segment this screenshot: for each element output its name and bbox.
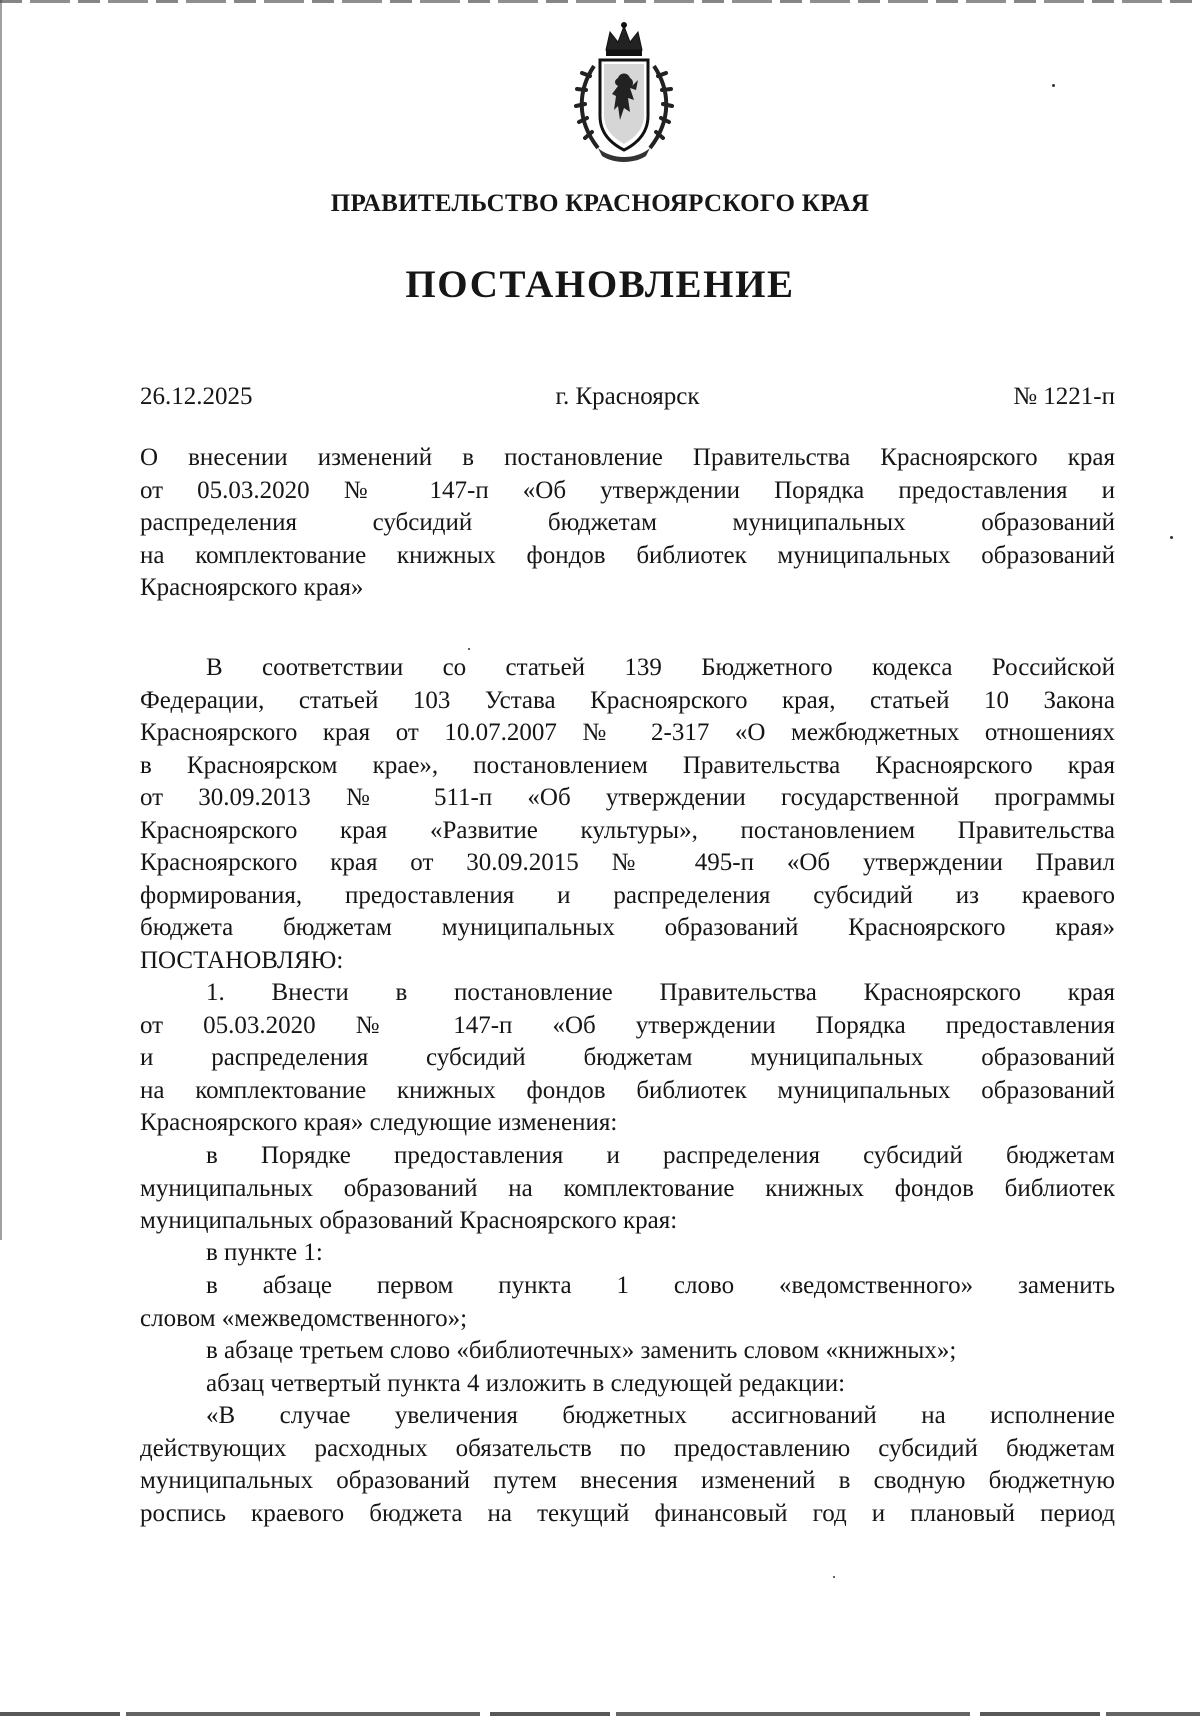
scan-edge-left bbox=[0, 0, 2, 1240]
item-1-paragraph bbox=[140, 977, 1115, 1140]
scan-speck bbox=[833, 1576, 835, 1578]
paragraph-third-change bbox=[140, 1335, 1115, 1368]
order-line: в Порядке предоставления и распределения субсидий бюджетам bbox=[206, 1142, 1115, 1169]
order-line: муниципальных образований Красноярского края: bbox=[140, 1207, 678, 1234]
item-1-line: и распределения субсидий бюджетам муниципальных образований bbox=[140, 1044, 1115, 1071]
preamble-line: Красноярского края от 10.07.2007 № 2-317 «О межбюджетных отношениях bbox=[140, 719, 1115, 746]
quote-line: муниципальных образований путем внесения изменений в сводную бюджетную bbox=[140, 1467, 1115, 1494]
scan-edge-bottom bbox=[0, 1712, 1200, 1716]
item-1-line: от 05.03.2020 № 147-п «Об утверждении Порядка предоставления bbox=[140, 1011, 1115, 1039]
preamble-line: Федерации, статьей 103 Устава Красноярского края, статьей 10 Закона bbox=[140, 686, 1115, 714]
quote-line: «В случае увеличения бюджетных ассигнований на исполнение bbox=[206, 1402, 1115, 1429]
document-date: 26.12.2025 bbox=[140, 383, 253, 410]
quote-line: роспись краевого бюджета на текущий финансовый год и плановый период bbox=[140, 1499, 1115, 1527]
document-title bbox=[140, 442, 1115, 605]
order-line: муниципальных образований на комплектование книжных фондов библиотек bbox=[140, 1174, 1115, 1202]
preamble-line: от 30.09.2013 № 511-п «Об утверждении государственной программы bbox=[140, 784, 1115, 811]
quote-line: действующих расходных обязательств по предоставлению субсидий бюджетам bbox=[140, 1434, 1115, 1462]
title-line: Красноярского края» bbox=[140, 574, 364, 601]
document-city: г. Красноярск bbox=[555, 383, 700, 410]
title-line: О внесении изменений в постановление Правительства Красноярского края bbox=[140, 444, 1115, 471]
document-type-heading: ПОСТАНОВЛЕНИЕ bbox=[405, 263, 795, 306]
title-line: распределения субсидий бюджетам муниципальных образований bbox=[140, 509, 1115, 536]
preamble-line: в Красноярском крае», постановлением Правительства Красноярского края bbox=[140, 751, 1115, 779]
order-paragraph bbox=[140, 1140, 1115, 1238]
preamble-line: Красноярского края от 30.09.2015 № 495-п «Об утверждении Правил bbox=[140, 849, 1115, 876]
item-1-line: 1. Внести в постановление Правительства Красноярского края bbox=[206, 979, 1115, 1006]
point-1-intro-text: в пункте 1: bbox=[206, 1239, 323, 1266]
preamble-line: Красноярского края «Развитие культуры», постановлением Правительства bbox=[140, 816, 1115, 844]
item-1-line: Красноярского края» следующие изменения: bbox=[140, 1109, 618, 1136]
point-1-intro bbox=[140, 1237, 1115, 1270]
paragraph-fourth-intro bbox=[140, 1368, 1115, 1401]
preamble-line: формирования, предоставления и распределения субсидий из краевого bbox=[140, 881, 1115, 909]
preamble-paragraph bbox=[140, 652, 1115, 977]
title-line: на комплектование книжных фондов библиотек муниципальных образований bbox=[140, 541, 1115, 569]
item-1-line: на комплектование книжных фондов библиотек муниципальных образований bbox=[140, 1076, 1115, 1104]
document-dateline bbox=[140, 383, 1115, 419]
title-line: от 05.03.2020 № 147-п «Об утверждении Порядка предоставления и bbox=[140, 476, 1115, 504]
change-line: в абзаце первом пункта 1 слово «ведомственного» заменить bbox=[206, 1272, 1115, 1299]
preamble-line: бюджета бюджетам муниципальных образований Красноярского края» bbox=[140, 914, 1115, 941]
change-line: абзац четвертый пункта 4 изложить в следующей редакции: bbox=[206, 1370, 846, 1397]
preamble-line: В соответствии со статьей 139 Бюджетного кодекса Российской bbox=[206, 654, 1115, 681]
paragraph-first-change bbox=[140, 1270, 1115, 1335]
organization-heading: ПРАВИТЕЛЬСТВО КРАСНОЯРСКОГО КРАЯ bbox=[330, 190, 870, 217]
scan-speck bbox=[1052, 84, 1055, 87]
krasnoyarsk-coat-of-arms-icon bbox=[568, 20, 680, 164]
scan-speck bbox=[1170, 536, 1173, 539]
change-line: в абзаце третьем слово «библиотечных» заменить словом «книжных»; bbox=[206, 1337, 957, 1364]
scan-edge-top bbox=[0, 0, 1200, 3]
document-number: № 1221-п bbox=[1013, 383, 1115, 410]
scan-speck bbox=[468, 648, 470, 650]
resolution-word: ПОСТАНОВЛЯЮ: bbox=[140, 946, 344, 974]
change-line: словом «межведомственного»; bbox=[140, 1304, 468, 1332]
quoted-new-text bbox=[140, 1400, 1115, 1530]
